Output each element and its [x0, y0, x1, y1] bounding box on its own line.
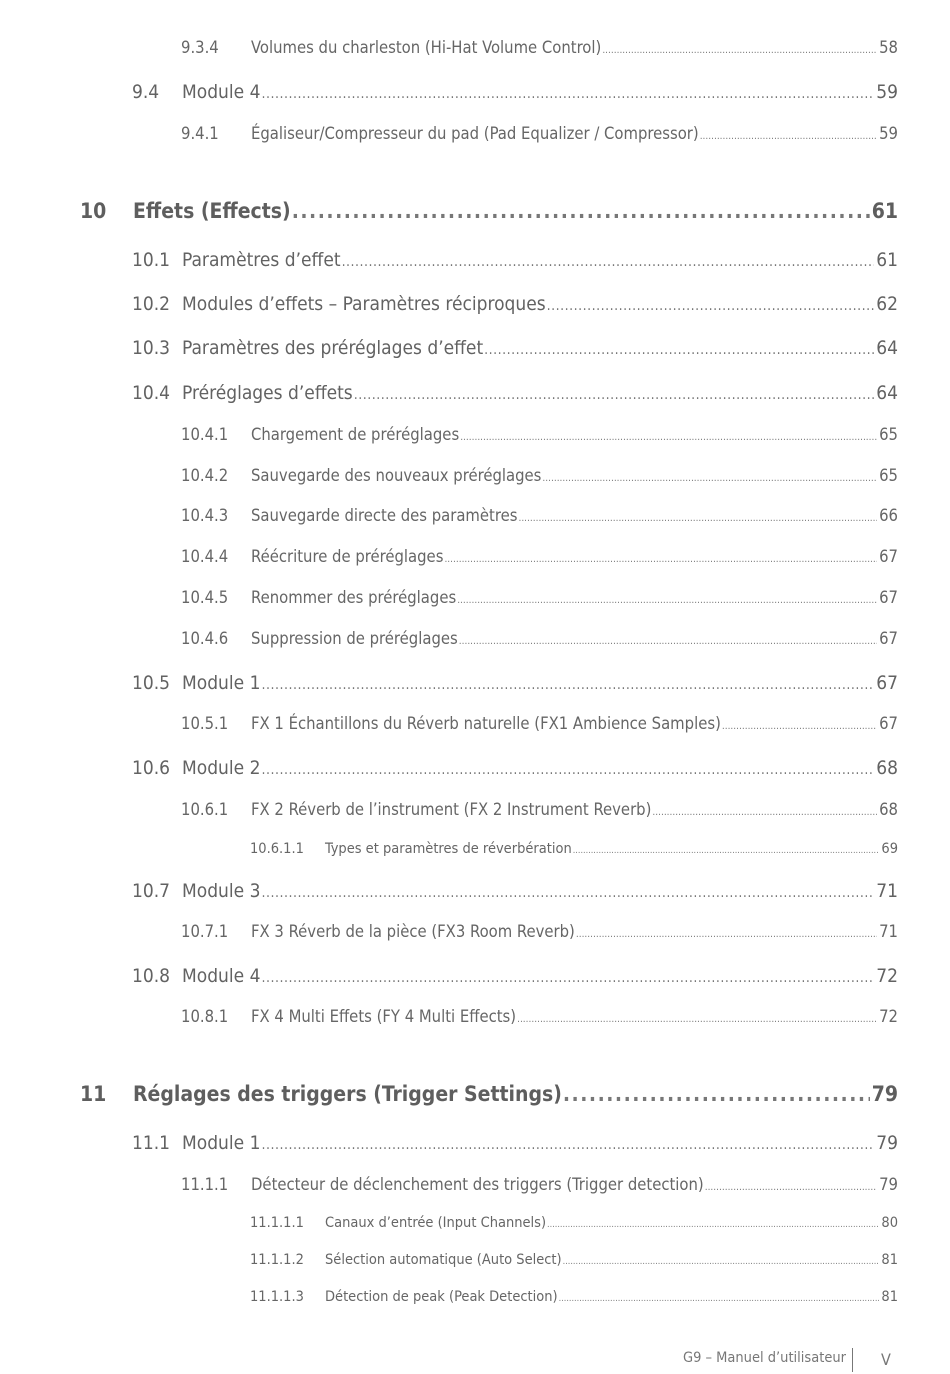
- toc-entry-number: 10.6.1.1: [250, 841, 304, 857]
- toc-entry-title: Sauvegarde des nouveaux préréglages: [251, 466, 542, 485]
- toc-entry-number: 10.4.5: [181, 588, 229, 607]
- toc-entry[interactable]: [181, 629, 898, 648]
- toc-entry[interactable]: [181, 800, 898, 819]
- toc-entry-title: Module 1: [182, 1132, 261, 1154]
- toc-entry-title: Paramètres des préréglages d’effet: [182, 337, 484, 359]
- toc-entry-number: 10.4: [132, 382, 171, 404]
- toc-entry-page: 79: [871, 1082, 898, 1106]
- toc-entry-number: 10.3: [132, 337, 171, 359]
- toc-dot-leader: [517, 1007, 877, 1026]
- toc-entry-number: 10.4.2: [181, 466, 229, 485]
- toc-entry-page: 68: [879, 800, 898, 819]
- toc-entry-title: Suppression de préréglages: [251, 629, 458, 648]
- toc-entry-page: 59: [879, 124, 898, 143]
- toc-entry-title: Module 1: [182, 672, 261, 694]
- toc-entry-number: 10.1: [132, 249, 171, 271]
- toc-dot-leader: [542, 466, 877, 485]
- toc-dot-leader: [573, 841, 880, 857]
- toc-dot-leader: [547, 1215, 879, 1231]
- toc-entry[interactable]: [181, 1175, 898, 1194]
- toc-entry-number: 11.1.1.1: [250, 1215, 304, 1231]
- toc-dot-leader: [261, 965, 874, 987]
- toc-entry-page: 67: [879, 588, 898, 607]
- toc-entry-page: 64: [876, 382, 898, 404]
- toc-dot-leader: [460, 425, 877, 444]
- toc-entry-page: 65: [879, 466, 898, 485]
- toc-entry-page: 67: [879, 714, 898, 733]
- toc-entry-page: 61: [871, 199, 898, 223]
- toc-entry-page: 80: [881, 1215, 898, 1231]
- toc-entry[interactable]: [250, 841, 898, 857]
- toc-dot-leader: [559, 1289, 880, 1305]
- toc-entry-number: 10.2: [132, 293, 171, 315]
- toc-entry-title: FX 1 Échantillons du Réverb naturelle (FX1 Ambience Samples): [251, 714, 721, 733]
- toc-dot-leader: [722, 714, 877, 733]
- toc-entry-number: 10.8: [132, 965, 171, 987]
- toc-entry-title: FX 3 Réverb de la pièce (FX3 Room Reverb): [251, 922, 575, 941]
- toc-dot-leader: [459, 629, 877, 648]
- toc-entry-page: 66: [879, 506, 898, 525]
- toc-dot-leader: [261, 672, 874, 694]
- toc-dot-leader: [518, 506, 877, 525]
- toc-entry-title: Modules d’effets – Paramètres réciproques: [182, 293, 546, 315]
- toc-entry-page: 81: [881, 1289, 898, 1305]
- toc-entry-page: 68: [876, 757, 898, 779]
- toc-entry-title: Module 4: [182, 965, 261, 987]
- toc-dot-leader: [261, 81, 874, 103]
- toc-entry-page: 72: [879, 1007, 898, 1026]
- toc-entry-number: 10.4.1: [181, 425, 229, 444]
- toc-entry-number: 11.1.1.3: [250, 1289, 304, 1305]
- toc-entry[interactable]: [132, 382, 898, 404]
- toc-entry-number: 10.6.1: [181, 800, 229, 819]
- footer-title: G9 – Manuel d’utilisateur: [682, 1350, 846, 1366]
- toc-entry-title: Réglages des triggers (Trigger Settings): [133, 1082, 562, 1106]
- toc-entry-title: Paramètres d’effet: [182, 249, 341, 271]
- toc-entry-page: 61: [876, 249, 898, 271]
- toc-entry-number: 11.1.1: [181, 1175, 229, 1194]
- toc-entry[interactable]: [181, 506, 898, 525]
- toc-entry[interactable]: [132, 1132, 898, 1154]
- toc-entry-number: 9.4.1: [181, 124, 219, 143]
- toc-entry[interactable]: [181, 714, 898, 733]
- toc-entry[interactable]: [181, 466, 898, 485]
- toc-entry-title: Réécriture de préréglages: [251, 547, 444, 566]
- toc-entry-title: Canaux d’entrée (Input Channels): [325, 1215, 547, 1231]
- toc-entry-title: Module 3: [182, 880, 261, 902]
- toc-entry[interactable]: [181, 547, 898, 566]
- toc-entry-number: 11.1.1.2: [250, 1252, 304, 1268]
- toc-entry-number: 9.4: [132, 81, 160, 103]
- toc-entry-title: Sauvegarde directe des paramètres: [251, 506, 518, 525]
- toc-entry-page: 79: [876, 1132, 898, 1154]
- toc-entry-number: 10.6: [132, 757, 171, 779]
- toc-entry-page: 62: [876, 293, 898, 315]
- toc-dot-leader: [563, 1082, 870, 1106]
- toc-entry-title: Chargement de préréglages: [251, 425, 460, 444]
- toc-entry[interactable]: [132, 293, 898, 315]
- toc-entry[interactable]: [132, 249, 898, 271]
- toc-entry[interactable]: [132, 337, 898, 359]
- toc-entry-number: 10.8.1: [181, 1007, 229, 1026]
- toc-entry-page: 71: [879, 922, 898, 941]
- toc-entry-number: 11.1: [132, 1132, 171, 1154]
- page-footer: [0, 1350, 950, 1374]
- toc-entry-title: Types et paramètres de réverbération: [325, 841, 572, 857]
- toc-entry[interactable]: [181, 1007, 898, 1026]
- toc-dot-leader: [261, 757, 874, 779]
- toc-entry[interactable]: [80, 1082, 898, 1106]
- toc-dot-leader: [547, 293, 875, 315]
- toc-entry-title: Préréglages d’effets: [182, 382, 353, 404]
- toc-entry-title: Sélection automatique (Auto Select): [325, 1252, 562, 1268]
- toc-dot-leader: [444, 547, 877, 566]
- toc-dot-leader: [261, 1132, 874, 1154]
- toc-entry-page: 58: [879, 38, 898, 57]
- toc-entry-page: 69: [881, 841, 898, 857]
- toc-entry-title: FX 4 Multi Effets (FY 4 Multi Effects): [251, 1007, 517, 1026]
- toc-entry-title: Détection de peak (Peak Detection): [325, 1289, 558, 1305]
- toc-dot-leader: [563, 1252, 880, 1268]
- toc-entry-title: Effets (Effects): [133, 199, 291, 223]
- toc-entry-number: 9.3.4: [181, 38, 219, 57]
- toc-entry-page: 67: [879, 547, 898, 566]
- toc-entry-number: 10.7.1: [181, 922, 229, 941]
- footer-page-number: V: [881, 1350, 891, 1369]
- toc-entry[interactable]: [181, 922, 898, 941]
- toc-dot-leader: [652, 800, 877, 819]
- toc-dot-leader: [700, 124, 877, 143]
- toc-entry-page: 64: [876, 337, 898, 359]
- toc-entry[interactable]: [181, 124, 898, 143]
- toc-entry[interactable]: [132, 965, 898, 987]
- toc-entry-number: 10.7: [132, 880, 171, 902]
- toc-dot-leader: [342, 249, 875, 271]
- toc-dot-leader: [576, 922, 877, 941]
- toc-dot-leader: [354, 382, 875, 404]
- toc-entry-page: 67: [876, 672, 898, 694]
- toc-entry-title: Égaliseur/Compresseur du pad (Pad Equalizer / Compressor): [251, 124, 699, 143]
- toc-entry-page: 81: [881, 1252, 898, 1268]
- toc-entry-title: FX 2 Réverb de l’instrument (FX 2 Instrument Reverb): [251, 800, 652, 819]
- toc-entry-title: Module 4: [182, 81, 261, 103]
- toc-entry[interactable]: [250, 1252, 898, 1268]
- toc-entry-title: Renommer des préréglages: [251, 588, 457, 607]
- toc-dot-leader: [457, 588, 877, 607]
- toc-dot-leader: [261, 880, 874, 902]
- toc-dot-leader: [292, 199, 870, 223]
- toc-entry-page: 71: [876, 880, 898, 902]
- toc-entry[interactable]: [181, 425, 898, 444]
- toc-dot-leader: [484, 337, 874, 359]
- toc-entry-number: 10.5: [132, 672, 171, 694]
- toc-entry-number: 10.5.1: [181, 714, 229, 733]
- toc-entry[interactable]: [80, 199, 898, 223]
- toc-entry-page: 72: [876, 965, 898, 987]
- toc-dot-leader: [705, 1175, 877, 1194]
- toc-entry[interactable]: [250, 1215, 898, 1231]
- toc-entry[interactable]: [132, 672, 898, 694]
- footer-divider: [852, 1348, 853, 1372]
- toc-entry[interactable]: [132, 757, 898, 779]
- toc-entry-number: 10: [80, 199, 107, 223]
- toc-dot-leader: [602, 38, 877, 57]
- toc-entry-number: 10.4.4: [181, 547, 229, 566]
- toc-entry-title: Volumes du charleston (Hi-Hat Volume Control): [251, 38, 602, 57]
- toc-entry[interactable]: [132, 880, 898, 902]
- toc-entry-number: 10.4.6: [181, 629, 229, 648]
- toc-entry-title: Module 2: [182, 757, 261, 779]
- toc-entry[interactable]: [181, 588, 898, 607]
- toc-entry-page: 65: [879, 425, 898, 444]
- toc-entry-page: 67: [879, 629, 898, 648]
- toc-entry[interactable]: [181, 38, 898, 57]
- toc-entry-page: 79: [879, 1175, 898, 1194]
- toc-entry[interactable]: [250, 1289, 898, 1305]
- toc-entry-number: 10.4.3: [181, 506, 229, 525]
- toc-entry[interactable]: [132, 81, 898, 103]
- toc-entry-number: 11: [80, 1082, 107, 1106]
- toc-entry-title: Détecteur de déclenchement des triggers (Trigger detection): [251, 1175, 704, 1194]
- toc-entry-page: 59: [876, 81, 898, 103]
